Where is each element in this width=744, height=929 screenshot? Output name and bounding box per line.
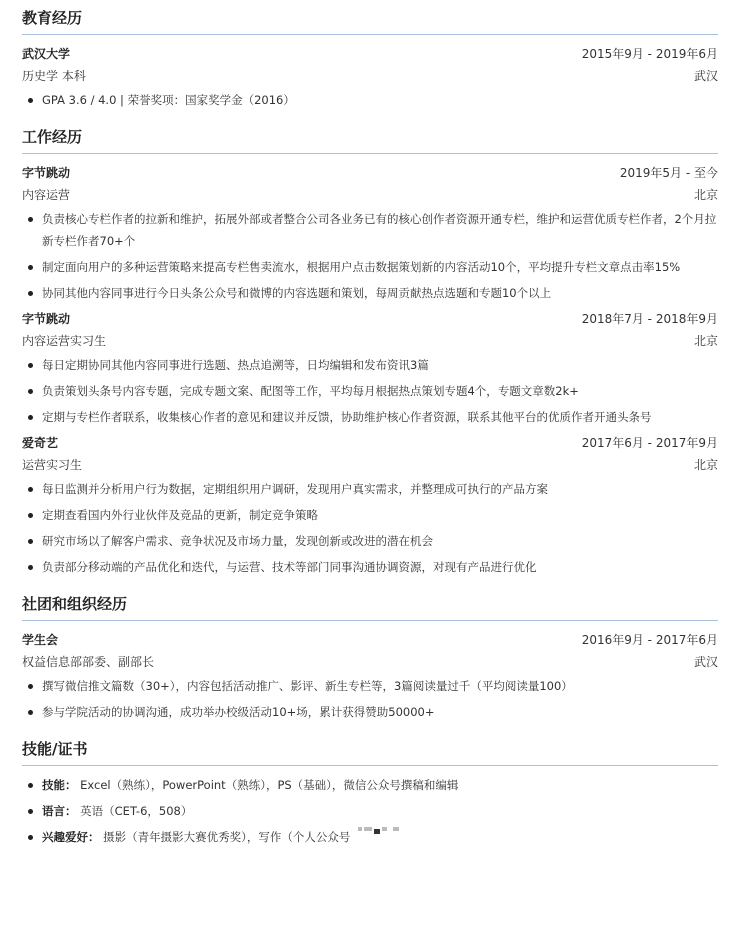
section-title: 教育经历 xyxy=(22,6,718,35)
bullet-list xyxy=(22,208,718,304)
list-item: 参与学院活动的协调沟通，成功举办校级活动10+场，累计获得赞助50000+ xyxy=(22,701,718,723)
org-name: 爱奇艺 xyxy=(22,436,59,450)
role: 历史学 本科 xyxy=(22,69,86,83)
entry-subheader xyxy=(22,330,718,352)
date-range: 2017年6月 - 2017年9月 xyxy=(581,436,718,450)
entry-subheader xyxy=(22,651,718,673)
location: 武汉 xyxy=(693,655,718,669)
list-item: GPA 3.6 / 4.0 | 荣誉奖项：国家奖学金（2016） xyxy=(22,89,718,111)
location: 北京 xyxy=(693,334,718,348)
list-item: 撰写微信推文篇数（30+），内容包括活动推广、影评、新生专栏等，3篇阅读量过千（平均阅读量100） xyxy=(22,675,718,697)
list-item: 负责策划头条号内容专题，完成专题文案、配图等工作，平均每月根据热点策划专题4个，专题文章数2k+ xyxy=(22,380,718,402)
skill-label: 语言： xyxy=(42,804,77,818)
skill-label: 技能： xyxy=(42,778,77,792)
skill-text: 英语（CET-6，508） xyxy=(76,804,193,818)
skill-label: 兴趣爱好： xyxy=(42,830,100,844)
entry-subheader xyxy=(22,65,718,87)
list-item: 每日监测并分析用户行为数据，定期组织用户调研，发现用户真实需求，并整理成可执行的产品方案 xyxy=(22,478,718,500)
list-item: 定期查看国内外行业伙伴及竞品的更新，制定竞争策略 xyxy=(22,504,718,526)
skill-text: 摄影（青年摄影大赛优秀奖），写作（个人公众号 xyxy=(99,830,351,844)
org-name: 武汉大学 xyxy=(22,47,71,61)
role: 内容运营 xyxy=(22,188,71,202)
entry-header xyxy=(22,43,718,65)
clubs-section xyxy=(22,582,718,723)
skill-item xyxy=(22,774,718,796)
bullet-list xyxy=(22,675,718,723)
location: 北京 xyxy=(693,188,718,202)
entry-header xyxy=(22,162,718,184)
section-title: 工作经历 xyxy=(22,125,718,154)
entry-subheader xyxy=(22,184,718,206)
education-section xyxy=(22,0,718,111)
entry-subheader xyxy=(22,454,718,476)
role: 内容运营实习生 xyxy=(22,334,107,348)
list-item: 研究市场以了解客户需求、竞争状况及市场力量，发现创新或改进的潜在机会 xyxy=(22,530,718,552)
org-name: 学生会 xyxy=(22,633,59,647)
date-range: 2016年9月 - 2017年6月 xyxy=(581,633,718,647)
role: 权益信息部部委、副部长 xyxy=(22,655,155,669)
role: 运营实习生 xyxy=(22,458,83,472)
section-title: 社团和组织经历 xyxy=(22,592,718,621)
org-name: 字节跳动 xyxy=(22,312,71,326)
date-range: 2015年9月 - 2019年6月 xyxy=(581,47,718,61)
date-range: 2019年5月 - 至今 xyxy=(619,166,718,180)
bullet-list xyxy=(22,354,718,428)
org-name: 字节跳动 xyxy=(22,166,71,180)
entry-header xyxy=(22,629,718,651)
skills-section xyxy=(22,727,718,849)
entry-header xyxy=(22,308,718,330)
bullet-list xyxy=(22,478,718,578)
location: 北京 xyxy=(693,458,718,472)
skills-list xyxy=(22,774,718,849)
redacted-blur xyxy=(358,827,401,849)
list-item: 定期与专栏作者联系，收集核心作者的意见和建议并反馈，协助维护核心作者资源，联系其他平台的优质作者开通头条号 xyxy=(22,406,718,428)
entry-header xyxy=(22,432,718,454)
work-section xyxy=(22,115,718,578)
skill-item xyxy=(22,826,718,849)
list-item: 制定面向用户的多种运营策略来提高专栏售卖流水，根据用户点击数据策划新的内容活动10个，平均提升专栏文章点击率15% xyxy=(22,256,718,278)
section-title: 技能/证书 xyxy=(22,737,718,766)
date-range: 2018年7月 - 2018年9月 xyxy=(581,312,718,326)
list-item: 负责部分移动端的产品优化和迭代，与运营、技术等部门同事沟通协调资源，对现有产品进行优化 xyxy=(22,556,718,578)
bullet-list xyxy=(22,89,718,111)
list-item: 负责核心专栏作者的拉新和维护，拓展外部或者整合公司各业务已有的核心创作者资源开通专栏，维护和运营优质专栏作者，2个月拉新专栏作者70+个 xyxy=(22,208,718,252)
skill-item xyxy=(22,800,718,822)
skill-text: Excel（熟练），PowerPoint（熟练），PS（基础），微信公众号撰稿和编辑 xyxy=(76,778,459,792)
list-item: 协同其他内容同事进行今日头条公众号和微博的内容选题和策划，每周贡献热点选题和专题10个以上 xyxy=(22,282,718,304)
location: 武汉 xyxy=(693,69,718,83)
list-item: 每日定期协同其他内容同事进行选题、热点追溯等，日均编辑和发布资讯3篇 xyxy=(22,354,718,376)
